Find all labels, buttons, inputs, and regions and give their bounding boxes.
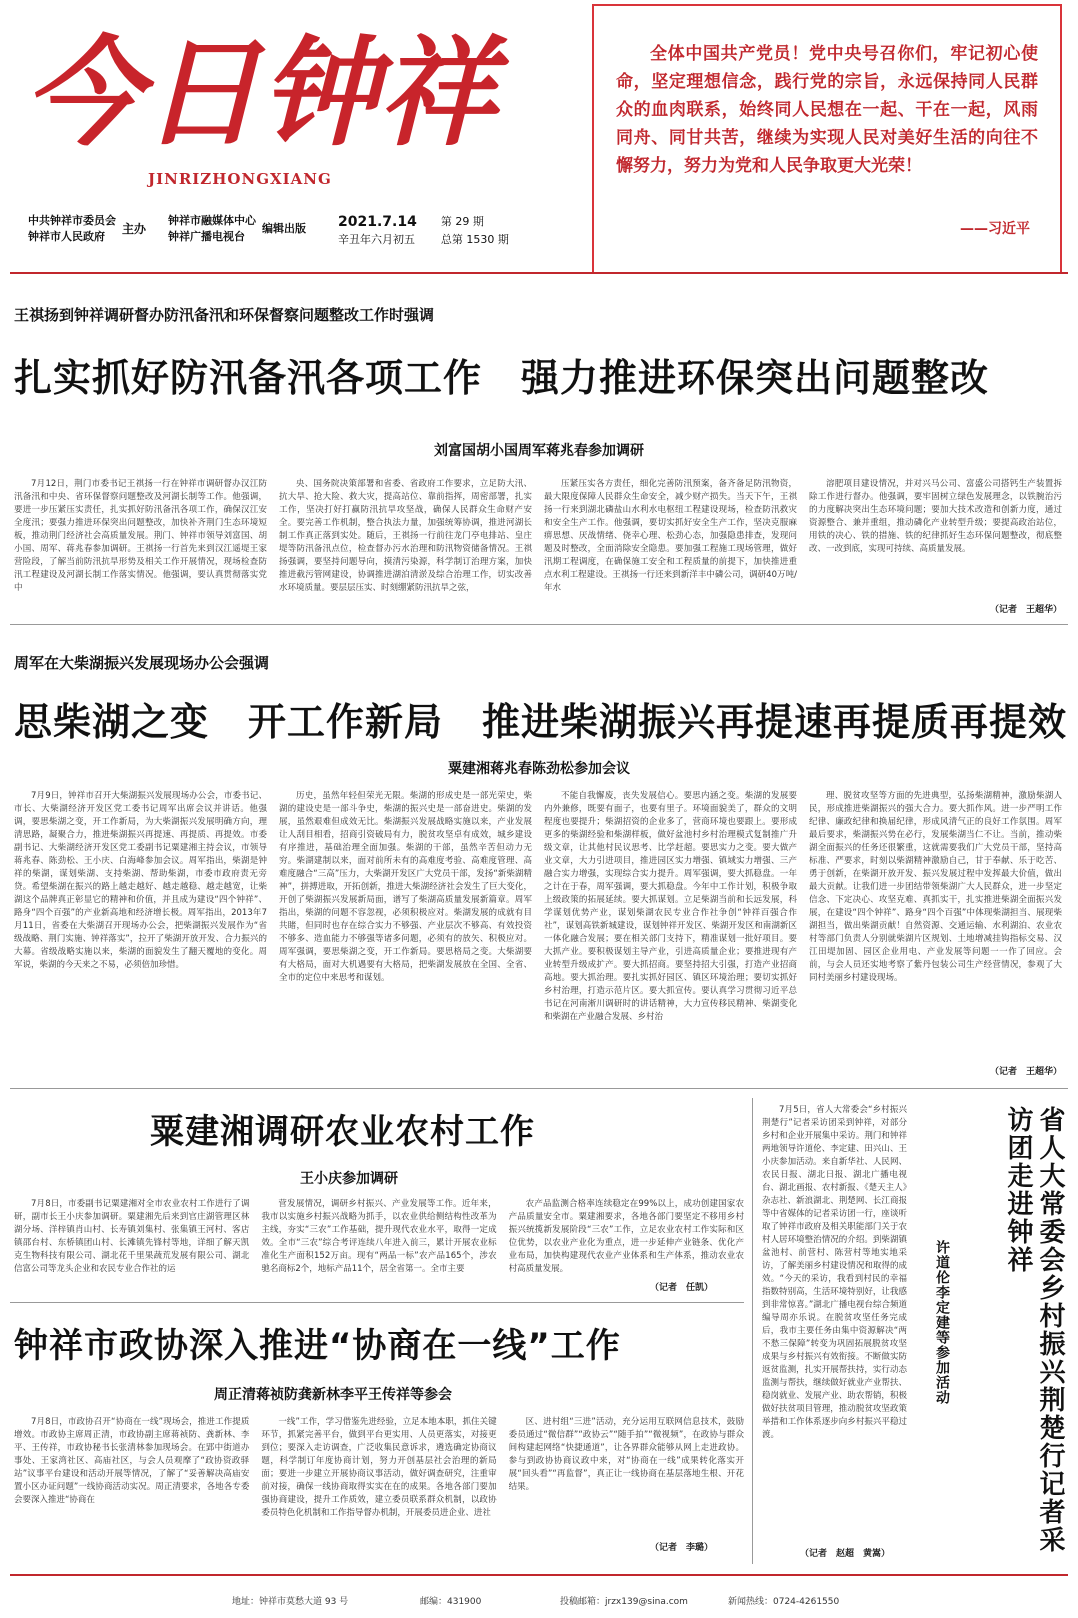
quote-box [592, 4, 1062, 274]
section-divider [10, 1302, 744, 1303]
section-divider [10, 1088, 1068, 1089]
article1-col-2: 央、国务院决策部署和省委、省政府工作要求，立足防大汛、抗大旱、抢大险、救大灾，提高站位、靠前指挥，周密部署，扎实工作，坚决打好打赢防汛抗旱攻坚战，确保人民群众生命财产安全。要完善工作机制，整合执法力量，加强统筹协调，推进河湖长制工作真正落到实处。随后，王祺扬一行前往龙门亭电排站、皇庄堤等防汛备汛点位，检查督办污水治理和防汛物资储备情况。王祺扬强调，要坚持问题导向，摸清污染源，科学制订治理方案，加快推进截污管网建设，协调推进湖泊清淤及综合治理工作，切实改善水环境质量。要层层压实、时刻绷紧防汛抗旱之弦， [279, 479, 532, 593]
article5-headline: 省人大常委会乡村振兴荆楚行记者采访团走进钟祥 [1003, 1106, 1065, 1554]
masthead-pinyin: JINRIZHONGXIANG [148, 170, 332, 188]
article2-body [14, 790, 1062, 1060]
article3-subheadline: 王小庆参加调研 [300, 1171, 398, 1187]
article3-byline: （记者 任凯） [650, 1283, 714, 1293]
masthead-divider [10, 272, 1068, 274]
article4-col-2: 一线”工作，学习借鉴先进经验，立足本地本职，抓住关键环节，抓紧完善平台，做到平台更实用、人员更落实，对接更到位；要深入走访调查，广泛收集民意诉求，遴选确定协商议题，科学制订年度协商计划，努力开创基层社会治理的新局面；要进一步建立开展协商议事活动，做好调查研究，注重审前对接，确保一线协商取得实实在在的成果。各地各部门要加强协商建设，提升工作质效，建立委员联系群众机制，以政协委员特色化机制和工作指导督办机制，开展委员进企业、进社 [261, 1417, 497, 1518]
total-issue-number: 总第 1530 期 [440, 233, 509, 246]
article2-subheadline: 粟建湘蒋兆春陈劲松参加会议 [448, 761, 630, 777]
article3-col-2: 营发展情况，调研乡村振兴、产业发展等工作。近年来，我市以实施乡村振兴战略为抓手，以农业供给侧结构性改革为主线，夯实“三农”工作基础，提升现代农业水平，取得一定成效。全市“三农”综合考评连续八年进入前三，累计开展农业标准化生产面积152万亩。现有“两品一标”农产品165个，涉农驰名商标2个，地标产品11个，居全省第一。全市主要 [261, 1199, 497, 1274]
article4-body [14, 1416, 744, 1534]
article3-headline: 粟建湘调研农业农村工作 [150, 1112, 535, 1152]
article2-kicker: 周军在大柴湖振兴发展现场办公会强调 [14, 654, 270, 672]
lunar-date: 辛丑年六月初五 [338, 233, 415, 246]
masthead-logo [20, 12, 520, 172]
footer-address: 地址：钟祥市莫愁大道 93 号 [232, 1597, 349, 1607]
section-divider [10, 624, 1068, 625]
article4-subheadline: 周正清蒋祯防龚新林李平王传祥等参会 [214, 1387, 452, 1403]
issue-info [338, 213, 509, 249]
issue-date: 2021.7.14 [338, 214, 417, 230]
article2-headline: 思柴湖之变 开工作新局 推进柴湖振兴再提速再提质再提效 [14, 700, 1068, 744]
quote-text: 全体中国共产党员！党中央号召你们，牢记初心使命，坚定理想信念，践行党的宗旨，永远保持同人民群众的血肉联系，始终同人民想在一起、干在一起，风雨同舟、同甘共苦，继续为实现人民对美好生活的向往不懈努力，努力为党和人民争取更大光荣！ [616, 44, 1038, 176]
issue-number: 第 29 期 [440, 215, 484, 228]
publisher-line-1: 钟祥市融媒体中心 [168, 214, 257, 227]
host-line-2: 钟祥市人民政府 [28, 230, 105, 243]
publisher-line-2: 钟祥广播电视台 [168, 230, 246, 243]
column-divider [752, 1098, 753, 1564]
article1-byline: （记者 王超华） [989, 605, 1062, 615]
publisher-info [28, 213, 306, 245]
publisher-tag: 编辑出版 [262, 222, 307, 235]
quote-signature: ——习近平 [960, 221, 1030, 237]
article1-col-3: 压紧压实各方责任，细化完善防汛预案，备齐备足防汛物资，最大限度保障人民群众生命安全，减少财产损失。当天下午，王祺扬一行来到湖北磷盐山水利水电枢纽工程建设现场，检查防汛救灾和安全生产工作。他强调，要切实抓好安全生产工作，坚决克服麻痹思想、厌战情绪、侥幸心理、松劲心态，加强隐患排查，发现问题及时整改，全面消除安全隐患。要加强工程施工现场管理，做好汛期工程调度，在确保施工安全和工程质量的前提下，加快推进重点水利工程建设。王祺扬一行还来到新洋丰中磷公司，调研40万吨/年水 [544, 479, 797, 593]
article1-subheadline: 刘富国胡小国周军蒋兆春参加调研 [434, 443, 644, 459]
article5-subheadline: 许道伦李定建等参加活动 [934, 1240, 950, 1405]
article2-col-3: 不能自我懈废，丧失发展信心。要思内涵之变。柴湖的发展要内外兼修，既要有面子，也要有里子。环境面貌美了，群众的文明程度也要提升；柴湖招资的企业多了，营商环境也要跟上。要形成更多的柴湖经验和柴湖样板，做好盆池村乡村治理模式复制推广升级文章，让其他村民议思考、比学赶超。要思实力之变。要大做产业文章，大力引进项目，推进园区实力增强、镇域实力增强、三产融合实力增强，实现综合实力提升。周军强调，要大抓稳盘。一年之计在于春，周军强调，要大抓稳盘。今年中工作计划，积极争取上级政策的拓展延续。要大抓谋划。立足柴湖当前和长远发展，科学谋划优势产业，谋划柴湖农民专业合作社争创“钟祥百强合作社”，谋划高铁新城建设，谋划钟祥开发区、柴湖开发区和南湖新区一体化融合发展；要在相关部门支持下，精准谋划一批好项目。要大抓产业。要积极谋划主导产业，引进高质量企业；要推进现有产业转型升级成扩产。要大抓招商。要坚持招大引强，打造产业招商高地。要大抓治理。要扎实抓好园区、镇区环境治理；要切实抓好乡村治理，打造示范片区。要大抓宣传。要认真学习贯彻习近平总书记在河南淅川调研时的讲话精神，大力宣传移民精神、柴湖变化和柴湖在产业融合发展、乡村治 [544, 791, 797, 1022]
article5-text: 7月5日，省人大常委会“乡村振兴荆楚行”记者采访团采到钟祥，对部分乡村和企业开展集中采访。荆门和钟祥两地领导许道伦、李定建、田兴山、王小庆参加活动。来自新华社、人民网、农民日报、湖北日报、湖北广播电视台、湖北画报、农村新报、《楚天主人》杂志社、新浪湖北、荆楚网、长江商报等中省媒体的记者采访团一行，座谈听取了钟祥市政府及相关职能部门关于农村人居环境整治情况的介绍。到柴湖镇盆池村、前营村、陈营村等地实地采访，了解美丽乡村建设情况和取得的成效。“今天的采访，我看到村民的幸福指数特别高，生活环境特别好，让我感到非常惊喜。”湖北广播电视台综合频道编导周亦乐说。在脱贫攻坚任务完成后，我市主要任务由集中资源解决“两不愁三保障”转变为巩固拓展脱贫攻坚成果与乡村振兴有效衔接。不断做实防返贫监测，扎实开展帮扶持，实行动态监测与帮扶，继续做好就业产业帮扶、稳岗就业、发展产业、助农帮销，积极做好扶贫项目管理，推动脱贫攻坚政策举措和工作体系逐步向乡村振兴平稳过渡。 [762, 1105, 907, 1440]
article3-body [14, 1198, 744, 1294]
footer-postcode: 邮编：431900 [420, 1597, 482, 1607]
article4-col-3: 区、进村组“三进”活动，充分运用互联网信息技术，鼓励委员通过“微信群”“政协云”“随手拍”“微视频”，在政协与群众间构建起网络“快捷通道”，让各界群众能够从网上走进政协。参与到政协协商议政中来，对“协商在一线”成果转化落实开展“回头看”“再监督”，真正让一线协商在基层落地生根、开花结果。 [508, 1417, 744, 1492]
article4-byline: （记者 李璐） [650, 1543, 714, 1553]
article1-body [14, 478, 1062, 616]
logo-calligraphy: 今日钟祥 [24, 23, 497, 162]
article1-col-1: 7月12日，荆门市委书记王祺扬一行在钟祥市调研督办汉江防汛备汛和中央、省环保督察问题整改及河湖长制等工作。他强调，要进一步压紧压实责任，扎实抓好防汛备汛各项工作，确保汉江安全度汛；要强力推进环保突出问题整改，加快补齐荆门生态环境短板，推动荆门经济社会高质量发展。荆门、钟祥市领导刘富国、胡小国、周军、蒋兆春参加调研。王祺扬一行首先来到汉江遥堤王家营险段，了解当前防汛抗旱形势及相关工作开展情况，现场检查防汛工程建设及河湖长制工作落实情况。他强调，要认真贯彻落实党中 [14, 479, 267, 593]
footer-email: 投稿邮箱：jrzx139@sina.com [560, 1597, 688, 1607]
article2-col-4: 理、脱贫攻坚等方面的先进典型，弘扬柴湖精神，激励柴湖人民，形成推进柴湖振兴的强大合力。要大抓作风。进一步严明工作纪律、廉政纪律和换届纪律，形成风清气正的良好工作氛围。周军最后要求，柴湖振兴势在必行，发展柴湖当仁不让。当前，推动柴湖全面振兴的任务还很繁重，这就需要我们广大党员干部，坚持高标准、严要求，时刻以柴湖精神激励自己，甘于奉献、乐于吃苦、勇于创新，在柴湖开放开发、振兴发展过程中发挥最大价值，做出最大贡献。让我们进一步团结带领柴湖广大人民群众，进一步坚定信念、下定决心、攻坚克难、真抓实干，扎实推进柴湖全面振兴发展，在建设“四个钟祥”、路身“四个百强”中体现柴湖担当、展现柴湖担当，做出柴湖贡献！自然资源、交通运输、水利湖泊、农业农村等部门负责人分别就柴湖片区规划、土地增减挂钩指标交易、汉江田堤加固、园区企业用电、产业发展等问题一一作了回应。会前，与会人员还实地考察了紫丹包装公司生产经营情况，参观了大同村美丽乡村建设现场。 [809, 791, 1062, 983]
footer-divider [10, 1574, 1068, 1576]
article1-headline: 扎实抓好防汛备汛各项工作 强力推进环保突出问题整改 [14, 356, 990, 400]
article3-col-1: 7月8日，市委副书记粟建湘对全市农业农村工作进行了调研，副市长王小庆参加调研。粟建湘先后来到官庄湖管理区林湖分场、洋梓镇肖山村、长寿镇刘集村、张集镇王河村、客店镇邵台村、东桥镇团山村、长滩镇先锋村等地，详细了解天凯克生物科技有限公司、湖北花千里果蔬荒发展有限公司、湖北信富公司等龙头企业和农民专业合作社的运 [14, 1199, 250, 1274]
article5-byline: （记者 赵超 黄嵩） [800, 1549, 891, 1559]
article4-headline: 钟祥市政协深入推进“协商在一线”工作 [14, 1326, 621, 1366]
article1-col-4: 溶肥项目建设情况，并对兴马公司、富盛公司搭钙生产装置拆除工作进行督办。他强调，要牢固树立绿色发展理念，以铁腕治污的力度解决突出生态环境问题；要加大技术改造和创新力度，通过资源整合、兼并重组，推动磷化产业转型升级；要提高政治站位，用铁的决心、铁的措施、铁的纪律抓好生态环保问题整改，彻底整改、一改到底，实现可持续、高质量发展。 [809, 479, 1062, 554]
footer-hotline: 新闻热线：0724-4261550 [728, 1597, 840, 1607]
article3-col-3: 农产品监测合格率连续稳定在99%以上，成功创建国家农产品质量安全市。粟建湘要求，各地各部门要坚定不移用乡村振兴统揽新发展阶段“三农”工作，立足农业农村工作实际和区位优势，以农业产业化为重点，进一步延伸产业链条、优化产业布局，加快构建现代农业产业体系和生产体系，推动农业农村高质量发展。 [508, 1199, 744, 1274]
article4-col-1: 7月8日，市政协召开“协商在一线”现场会，推进工作提质增效。市政协主席周正清，市政协副主席蒋祯防、龚新林、李平、王传祥，市政协秘书长张清林参加现场会。在郢中街道办事处、王家湾社区、高庙社区，与会人员观摩了“政协资政驿站”议事平台建设和活动开展等情况，了解了“妥善解决高庙安置小区办证问题”一线协商活动实况。周正清要求，各地各专委会要深入推进“协商在 [14, 1417, 250, 1505]
article2-col-2: 历史，虽然年轻但荣光无限。柴湖的形成史是一部光荣史，柴湖的建设史是一部斗争史，柴湖的振兴史是一部奋进史。柴湖的发展，虽然艰难但成效无比。柴湖振兴发展战略实施以来，产业发展让人刮目相看，招商引资破局有力，脱贫攻坚卓有成效，城乡建设有序推进，基础治理全面加强。柴湖的干部，虽然辛苦但动力无穷。柴湖建制以来，面对前所未有的高难度考验、高难度管理、高难度融合“三高”压力，大柴湖开发区广大党员干部，发扬“新柴湖精神”，拼搏进取，开拓创新，推进大柴湖经济社会发生了巨大变化，开创了柴湖振兴发展新局面，谱写了柴湖高质量发展新篇章。周军指出，柴湖的问题不容忽视，必须积极应对。柴湖发展的成就有目共睹，但同时也存在综合实力不够强、产业层次不够高、有效投资不够多、造血能力不够强等诸多问题，必须有的放矢、积极应对。周军强调，要思柴湖之变，开工作新局。要思格局之变。大柴湖要有大格局，面对大机遇要有大格局，把柴湖发展放在全国、全省、全市的定位中来思考和谋划。 [279, 791, 532, 983]
host-line-1: 中共钟祥市委员会 [28, 214, 116, 227]
article5-body [762, 1104, 907, 1544]
article1-kicker: 王祺扬到钟祥调研督办防汛备汛和环保督察问题整改工作时强调 [14, 306, 435, 324]
article2-col-1: 7月9日，钟祥市召开大柴湖振兴发展现场办公会，市委书记、市长、大柴湖经济开发区党工委书记周军出席会议并讲话。他强调，要思柴湖之变，开工作新局，为大柴湖振兴发展明确方向，理清思路，凝聚合力，推进柴湖振兴再提速、再提质、再提效。市委副书记、大柴湖经济开发区党工委副书记粟建湘主持会议，市领导蒋兆春、陈劲松、王小庆、白海峰参加会议。周军指出，柴湖是钟祥的柴湖，谋划柴湖、支持柴湖、帮助柴湖，市委市政府责无旁贷。希望柴湖在振兴的路上越走越好、越走越稳、越走越宽，让柴湖这个品牌真正彰显它的精神和价值，并且成为建设“四个钟祥”、路身“四个百强”的产业新高地和经济增长极。周军指出，2013年7月11日，省委在大柴湖召开现场办公会，把柴湖振兴发展作为“省级战略、荆门实施、钟祥落实”，拉开了柴湖开放开发、合力振兴的大幕。省级战略实施以来，柴湖的面貌发生了翻天覆地的变化。周军说，柴湖的今天来之不易，必须倍加珍惜。 [14, 791, 267, 970]
host-tag: 主办 [122, 222, 147, 236]
article2-byline: （记者 王超华） [989, 1067, 1062, 1077]
